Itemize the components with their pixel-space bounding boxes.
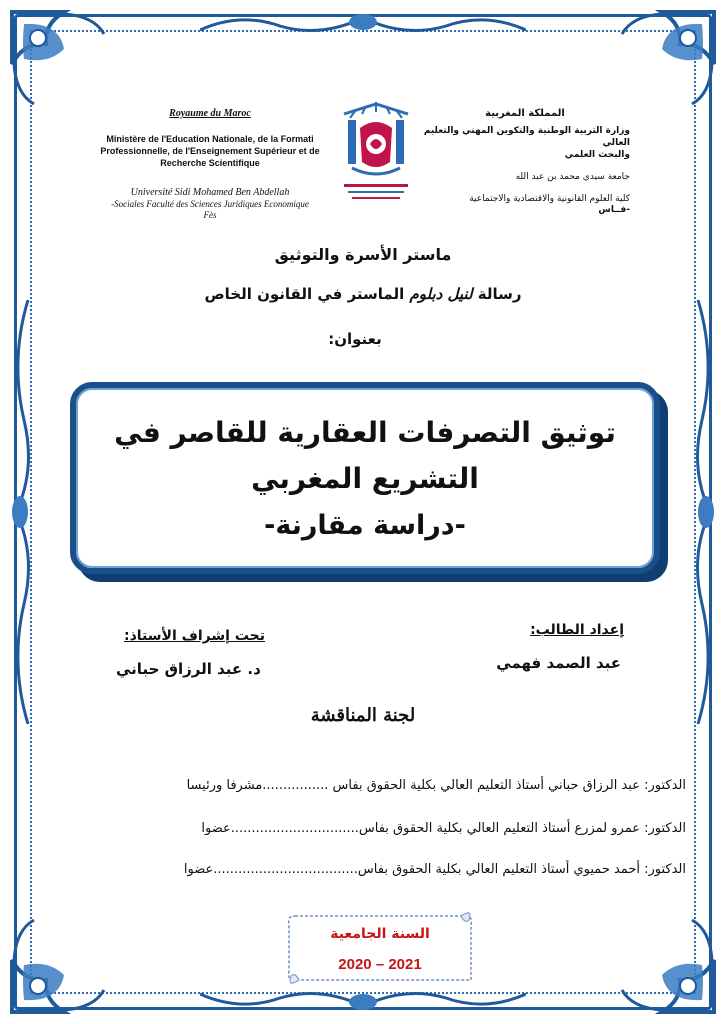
city-fr: Fès	[203, 210, 217, 220]
academic-year-label: السنة الجامعية	[330, 926, 430, 942]
thesis-degree-line	[0, 285, 726, 303]
thesis-title: توثيق التصرفات العقارية للقاصر في التشريع المغربي	[114, 416, 616, 495]
committee-title: لجنة المناقشة	[310, 705, 416, 726]
program-title: ماستر الأسرة والتوثيق	[274, 245, 452, 264]
academic-year-value: 2020 – 2021	[338, 956, 422, 973]
ministry-fr-line2: Professionnelle, de l'Enseignement Supérieur et de	[100, 146, 320, 156]
border-ornament-bottom	[200, 986, 526, 1016]
border-ornament-top	[200, 8, 526, 38]
border-ornament-right	[690, 300, 720, 724]
thesis-subtitle: -دراسة مقارنة-	[264, 510, 466, 541]
ministry-fr-line3: Recherche Scientifique	[160, 158, 260, 168]
academic-year-scroll	[285, 908, 475, 988]
university-ar: جامعة سيدي محمد بن عبد الله	[515, 172, 630, 182]
corner-ornament	[4, 910, 114, 1020]
thesis-prefix: رسالة	[472, 285, 522, 303]
supervisor-name: د. عبد الرزاق حباني	[116, 660, 261, 678]
scroll-frame	[285, 908, 475, 988]
ministry-ar-line1: وزارة التربية الوطنية والتكوين المهني والتعليم العالي	[423, 126, 630, 148]
header-arabic	[420, 108, 630, 215]
committee-member: الدكتور: عبد الرزاق حباني أستاذ التعليم العالي بكلية الحقوق بفاس ................مشرفا ورئيسا	[186, 778, 686, 793]
header-french	[92, 108, 328, 220]
ministry-fr-line1: Ministère de l'Education Nationale, de la Formati	[106, 134, 314, 144]
university-logo	[330, 98, 422, 210]
kingdom-fr: Royaume du Maroc	[169, 108, 251, 119]
student-name: عبد الصمد فهمي	[496, 654, 621, 672]
committee-member: الدكتور: عمرو لمزرع أستاذ التعليم العالي بكلية الحقوق بفاس...............................عضوا	[201, 821, 686, 836]
thesis-italic: لنيل دبلوم	[409, 285, 473, 303]
kingdom-ar: المملكة المغربية	[485, 108, 565, 119]
prepared-by-label: إعداد الطالب:	[530, 622, 624, 638]
corner-ornament	[612, 910, 722, 1020]
city-ar: -فــاس	[598, 205, 630, 215]
border-ornament-left	[6, 300, 36, 724]
thesis-suffix: الماستر في القانون الخاص	[204, 285, 410, 303]
ministry-ar-line2: والبحث العلمي	[564, 150, 630, 160]
faculty-fr: -Sociales Faculté des Sciences Juridiques Economique	[111, 199, 309, 209]
university-fr: Université Sidi Mohamed Ben Abdellah	[130, 187, 290, 198]
supervisor-label: تحت إشراف الأستاذ:	[124, 628, 265, 644]
faculty-ar: كلية العلوم القانونية والاقتصادية والاجتماعية	[469, 194, 630, 204]
committee-member: الدكتور: أحمد حميوي أستاذ التعليم العالي بكلية الحقوق بفاس...................................عضوا	[183, 862, 686, 877]
title-box	[70, 382, 660, 574]
corner-ornament	[4, 4, 114, 114]
title-label: بعنوان:	[328, 330, 382, 348]
corner-ornament	[612, 4, 722, 114]
